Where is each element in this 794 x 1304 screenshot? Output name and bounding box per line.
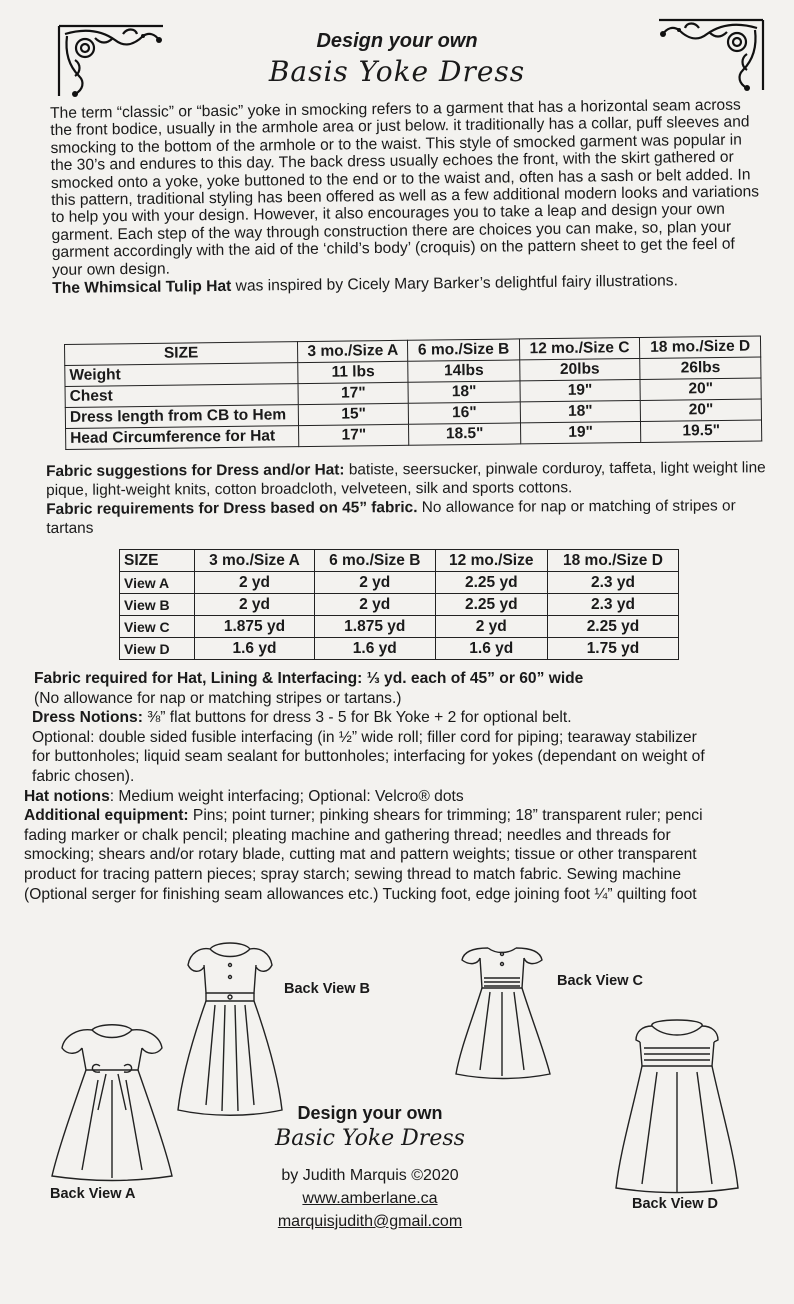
table-cell: 17" (299, 424, 410, 446)
back-view-a-label: Back View A (50, 1186, 136, 1202)
fabric-requirements-table (119, 549, 679, 660)
hat-notions-text: : Medium weight interfacing; Optional: Velcro® dots (109, 787, 464, 805)
equipment-line-3: smocking; shears and/or rotary blade, cutting mat and pattern weights; tissue or other transparent (24, 846, 697, 864)
back-view-c-label: Back View C (557, 973, 643, 989)
equipment-line-4: product for tracing pattern pieces; spray starch; sewing thread to match fabric. Sewing machine (24, 865, 681, 883)
fabric-suggestions-text: batiste, seersucker, pinwale corduroy, taffeta, light weight line pique, light-weight knits, cotton broadcloth, velveteen, silk and sports cottons. (46, 459, 766, 499)
table-row (120, 572, 679, 594)
optional-line-2: for buttonholes; liquid seam sealant for buttonholes; interfacing for yokes (dependant on weight of (32, 748, 705, 766)
table-cell: 18" (408, 381, 519, 403)
hat-fabric-line (22, 669, 794, 689)
table-row (120, 594, 679, 616)
footer-script-title: Basic Yoke Dress (275, 1126, 465, 1151)
equipment-text: Pins; point turner; pinking shears for trimming; 18” transparent ruler; penci (188, 807, 703, 825)
table-cell: 20lbs (519, 358, 640, 380)
intro-section (50, 96, 767, 297)
fabric-requirements-text: No allowance for nap or matching of stripes or tartans (46, 497, 736, 537)
table-cell: 19" (520, 379, 641, 401)
footer-author: by Judith Marquis ©2020 (281, 1167, 459, 1184)
table-cell: 2.25 yd (435, 594, 547, 616)
fabric-header-cell: 12 mo./Size (435, 550, 547, 572)
table-cell: 2.25 yd (435, 572, 547, 594)
hat-inspiration-text: was inspired by Cicely Mary Barker’s delightful fairy illustrations. (231, 272, 678, 295)
table-cell: 2 yd (314, 572, 435, 594)
table-cell: 18.5" (409, 423, 520, 445)
back-view-b-label: Back View B (284, 981, 370, 997)
fabric-header-cell: 6 mo./Size B (314, 550, 435, 572)
row-label: Weight (65, 363, 298, 387)
dress-back-view-a-illustration (42, 1020, 182, 1182)
table-cell: 20" (641, 399, 762, 421)
optional-line-3: fabric chosen). (32, 767, 135, 785)
size-chart-table (64, 335, 762, 450)
table-cell: 18" (520, 400, 641, 422)
fabric-header-cell: 18 mo./Size D (547, 550, 678, 572)
dress-notions-heading: Dress Notions: (32, 709, 143, 727)
fabric-header-cell: SIZE (120, 550, 195, 572)
optional-line-1: Optional: double sided fusible interfacing (in ½” wide roll; filler cord for piping; tearaway stabilizer (32, 728, 697, 746)
back-view-d-label: Back View D (632, 1196, 718, 1212)
dress-back-view-d-illustration (612, 1012, 742, 1194)
table-cell: 26lbs (640, 357, 761, 379)
table-cell: 1.6 yd (195, 638, 315, 660)
table-cell: 2 yd (195, 572, 315, 594)
table-cell: 14lbs (408, 360, 519, 382)
table-cell: 1.75 yd (547, 638, 678, 660)
table-cell: 1.6 yd (314, 638, 435, 660)
fabric-header-cell: 3 mo./Size A (195, 550, 315, 572)
equipment-heading: Additional equipment: (24, 807, 189, 825)
email-link[interactable]: marquisjudith@gmail.com (277, 1213, 463, 1230)
page-title: Design your own (316, 30, 478, 52)
fabric-table-header-row (120, 550, 679, 572)
hat-fabric-heading: Fabric required for Hat, Lining & Interfacing: ⅓ yd. each of 45” or 60” wide (34, 670, 584, 687)
table-cell: 19" (520, 421, 641, 443)
table-cell: 19.5" (641, 420, 762, 442)
hat-notions-line (22, 787, 794, 807)
table-cell: 1.875 yd (195, 616, 315, 638)
row-label: Dress length from CB to Hem (65, 405, 298, 429)
table-cell: 2.25 yd (547, 616, 678, 638)
hat-notions-heading: Hat notions (24, 787, 110, 805)
equipment-line-2: fading marker or chalk pencil; pleating machine and gathering thread; needles and threads for (24, 826, 671, 844)
table-row (120, 638, 679, 660)
table-cell: 17" (298, 382, 409, 404)
dress-notions-line (22, 708, 794, 728)
row-label: View B (120, 594, 195, 616)
dress-back-view-c-illustration (450, 940, 555, 1080)
notions-section (22, 669, 794, 904)
table-cell: 1.875 yd (314, 616, 435, 638)
row-label: View A (120, 572, 195, 594)
table-cell: 2 yd (195, 594, 315, 616)
table-cell: 2 yd (314, 594, 435, 616)
size-chart-header-cell: 18 mo./Size D (640, 336, 761, 358)
hat-name: The Whimsical Tulip Hat (52, 277, 232, 298)
website-link[interactable]: www.amberlane.ca (302, 1190, 438, 1207)
table-cell: 2.3 yd (547, 594, 678, 616)
row-label: Chest (65, 384, 298, 408)
dress-back-view-b-illustration (170, 935, 290, 1120)
fabric-suggestions (46, 458, 781, 500)
table-cell: 15" (298, 403, 409, 425)
page-subtitle-script: Basis Yoke Dress (268, 55, 526, 88)
equipment-line-1 (22, 806, 794, 826)
size-chart-header-cell: 12 mo./Size C (519, 337, 640, 359)
size-chart-header-cell: 6 mo./Size B (408, 339, 519, 361)
dress-notions-text: ⅜” flat buttons for dress 3 - 5 for Bk Yoke + 2 for optional belt. (142, 709, 572, 727)
row-label: View D (120, 638, 195, 660)
hat-fabric-note: (No allowance for nap or matching stripes or tartans.) (34, 689, 402, 707)
table-cell: 11 lbs (298, 361, 409, 383)
footer-title: Design your own (297, 1103, 443, 1123)
fabric-requirements-heading: Fabric requirements for Dress based on 45” fabric. (46, 499, 418, 518)
intro-paragraph: The term “classic” or “basic” yoke in smocking refers to a garment that has a horizontal seam across the front bodice, usually in the armhole area or just below. it traditionally has a collar, puff sleeves and smocking to the bottom of the armhole or to the waist. This style of smocked garment was popular in the 30’s and endures to this day. The back dress usually echoes the front, with the skirt gathered or smocked onto a yoke, yoke buttoned to the end or to the waist and, often has a sash or belt added. In this pattern, traditional styling has been offered as well as a few additional modern looks and variations to help you with your design. However, it also encourages you to take a leap and design your own garment. Each step of the way through construction there are choices you can make, so, plan your garment accordingly with the aid of the ‘child’s body’ (croquis) on the pattern sheet to get the feel of your own design. (50, 96, 760, 279)
row-label: View C (120, 616, 195, 638)
fabric-section (46, 458, 781, 538)
fabric-requirements (46, 496, 781, 538)
size-chart-header-cell: 3 mo./Size A (297, 340, 408, 362)
table-cell: 2.3 yd (547, 572, 678, 594)
fabric-suggestions-heading: Fabric suggestions for Dress and/or Hat: (46, 461, 345, 480)
table-cell: 20" (640, 378, 761, 400)
table-cell: 1.6 yd (435, 638, 547, 660)
size-chart-header-cell: SIZE (65, 342, 298, 366)
table-row (120, 616, 679, 638)
table-cell: 16" (409, 402, 520, 424)
equipment-line-5: (Optional serger for finishing seam allowances etc.) Tucking foot, edge joining foot ¼” quilting foot (24, 885, 697, 903)
table-cell: 2 yd (435, 616, 547, 638)
row-label: Head Circumference for Hat (66, 426, 299, 450)
